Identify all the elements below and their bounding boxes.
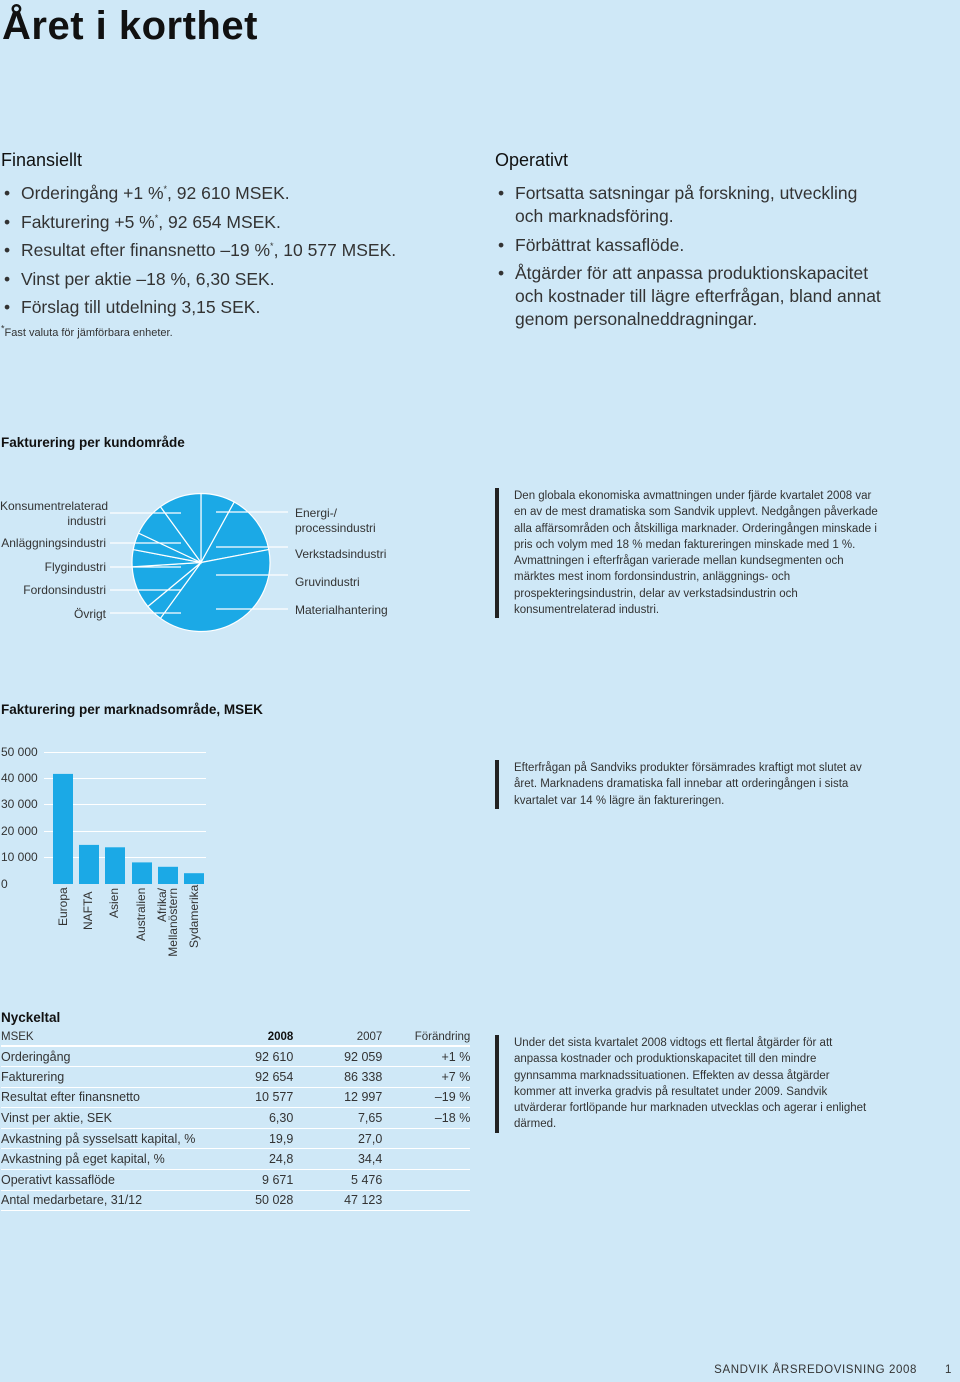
operational-item: • Fortsatta satsningar på forskning, utveckling och marknadsföring. (495, 182, 890, 228)
key-figures-table (1, 1028, 470, 1211)
table-cell: Orderingång (1, 1046, 195, 1067)
table-cell: Avkastning på sysselsatt kapital, % (1, 1128, 195, 1149)
bar (132, 862, 152, 884)
table-cell: 19,9 (195, 1128, 293, 1149)
table-cell: 5 476 (293, 1170, 382, 1191)
bar (158, 867, 178, 884)
x-category-label: Australien (134, 887, 148, 941)
table-row (1, 1149, 470, 1170)
y-tick-label: 30 000 (1, 797, 38, 811)
page-title: Året i korthet (2, 4, 258, 48)
financial-list (1, 182, 471, 325)
financial-heading: Finansiellt (1, 150, 83, 170)
table-row (1, 1108, 470, 1129)
pie-label-aerospace: Flygindustri (44, 560, 106, 574)
pie-label-consumer: Konsumentrelaterad industri (0, 499, 109, 528)
table-cell: +1 % (382, 1046, 470, 1067)
table-cell (382, 1128, 470, 1149)
table-cell: 27,0 (293, 1128, 382, 1149)
financial-item: • Resultat efter finansnetto –19 %*, 10 577 MSEK. (1, 239, 471, 262)
y-tick-label: 40 000 (1, 771, 38, 785)
table-cell (382, 1190, 470, 1211)
market-bar-chart (0, 740, 220, 890)
table-cell: 6,30 (195, 1108, 293, 1129)
operational-item: • Åtgärder för att anpassa produktionskapacitet och kostnader till lägre efterfrågan, bland annat genom personalneddragningar. (495, 262, 890, 331)
table-cell: 10 577 (195, 1087, 293, 1108)
table-cell: 9 671 (195, 1170, 293, 1191)
table-cell: 92 610 (195, 1046, 293, 1067)
table-cell: 34,4 (293, 1149, 382, 1170)
x-category-label: Afrika/ Mellanöstern (155, 888, 180, 957)
footer-text: SANDVIK ÅRSREDOVISNING 2008 (714, 1364, 917, 1376)
financial-item: • Vinst per aktie –18 %, 6,30 SEK. (1, 268, 471, 291)
page-footer (714, 1364, 952, 1376)
table-cell: 50 028 (195, 1190, 293, 1211)
table-cell: Avkastning på eget kapital, % (1, 1149, 195, 1170)
table-cell: Antal medarbetare, 31/12 (1, 1190, 195, 1211)
table-row (1, 1190, 470, 1211)
customer-text: Den globala ekonomiska avmattningen under fjärde kvartalet 2008 var en av de mest dramatiska som Sandvik upplevt. Nedgången påverkade alla affärsområden och åtskilliga marknader. Orderingången minskade i pris och volym med 18 % medan faktureringen minskade med 1 %. Avmattningen i efterfrågan varierade mellan kundsegmenten och märktes mest inom fordonsindustrin, anläggnings- och prospekteringsindustrin, delar av verkstadsindustrin och konsumentrelaterad industri. (495, 488, 885, 618)
pie-label-mining: Gruvindustri (295, 575, 360, 589)
table-cell (382, 1170, 470, 1191)
table-row (1, 1170, 470, 1191)
table-cell: Fakturering (1, 1067, 195, 1088)
table-cell: 92 059 (293, 1046, 382, 1067)
pie-label-material-handling: Materialhantering (295, 603, 388, 617)
operational-list (495, 182, 890, 337)
operational-item: • Förbättrat kassaflöde. (495, 234, 890, 257)
market-section-heading: Fakturering per marknadsområde, MSEK (1, 702, 263, 717)
table-cell: +7 % (382, 1067, 470, 1088)
market-text: Efterfrågan på Sandviks produkter försämrades kraftigt mot slutet av året. Marknadens dramatiska fall innebar att orderingången i sista kvartalet var 14 % lägre än faktureringen. (495, 760, 880, 809)
bar (53, 774, 73, 884)
financial-footnote: *Fast valuta för jämförbara enheter. (1, 323, 173, 339)
table-cell (382, 1149, 470, 1170)
pie-label-engineering: Verkstadsindustri (295, 547, 387, 561)
y-tick-label: 20 000 (1, 824, 38, 838)
table-row (1, 1128, 470, 1149)
y-tick-label: 10 000 (1, 850, 38, 864)
operational-heading: Operativt (495, 150, 569, 170)
key-figures-text: Under det sista kvartalet 2008 vidtogs ett flertal åtgärder för att anpassa kostnader och produktionskapacitet till den mindre gynnsamma marknadssituationen. Effekten av dessa åtgärder kommer att inverka gradvis på resultatet under 2009. Sandvik utvärderar fortlöpande hur marknaden utvecklas och agerar i enlighet därmed. (495, 1035, 870, 1133)
x-category-label: NAFTA (81, 891, 95, 930)
table-cell: Vinst per aktie, SEK (1, 1108, 195, 1129)
table-cell: 12 997 (293, 1087, 382, 1108)
table-header-row (1, 1028, 470, 1046)
table-cell: Operativt kassaflöde (1, 1170, 195, 1191)
table-cell: 24,8 (195, 1149, 293, 1170)
page-number: 1 (945, 1364, 952, 1376)
column-header: Förändring (382, 1028, 470, 1046)
column-header: 2007 (293, 1028, 382, 1046)
y-tick-label: 0 (1, 877, 8, 891)
column-header: MSEK (1, 1028, 195, 1046)
financial-item: • Fakturering +5 %*, 92 654 MSEK. (1, 211, 471, 234)
table-cell: 92 654 (195, 1067, 293, 1088)
table-cell: –18 % (382, 1108, 470, 1129)
x-category-label: Asien (107, 887, 121, 918)
table-row (1, 1046, 470, 1067)
x-category-label: Europa (56, 887, 70, 926)
column-header: 2008 (195, 1028, 293, 1046)
table-row (1, 1087, 470, 1108)
pie-label-energy: Energi-/ processindustri (295, 506, 376, 535)
pie-label-automotive: Fordonsindustri (23, 583, 106, 597)
pie-label-other: Övrigt (73, 607, 106, 621)
key-figures-heading: Nyckeltal (1, 1010, 61, 1025)
financial-item: • Förslag till utdelning 3,15 SEK. (1, 296, 471, 319)
table-cell: Resultat efter finansnetto (1, 1087, 195, 1108)
bar (79, 845, 99, 884)
customer-pie-chart (0, 485, 400, 640)
bar (105, 847, 125, 884)
table-cell: 7,65 (293, 1108, 382, 1129)
x-category-label: Sydamerika (187, 884, 201, 948)
pie-label-construction: Anläggningsindustri (1, 536, 106, 550)
customer-section-heading: Fakturering per kundområde (1, 435, 185, 450)
table-cell: 86 338 (293, 1067, 382, 1088)
table-cell: 47 123 (293, 1190, 382, 1211)
y-tick-label: 50 000 (1, 745, 38, 759)
table-cell: –19 % (382, 1087, 470, 1108)
bar (184, 873, 204, 884)
financial-item: • Orderingång +1 %*, 92 610 MSEK. (1, 182, 471, 205)
table-row (1, 1067, 470, 1088)
